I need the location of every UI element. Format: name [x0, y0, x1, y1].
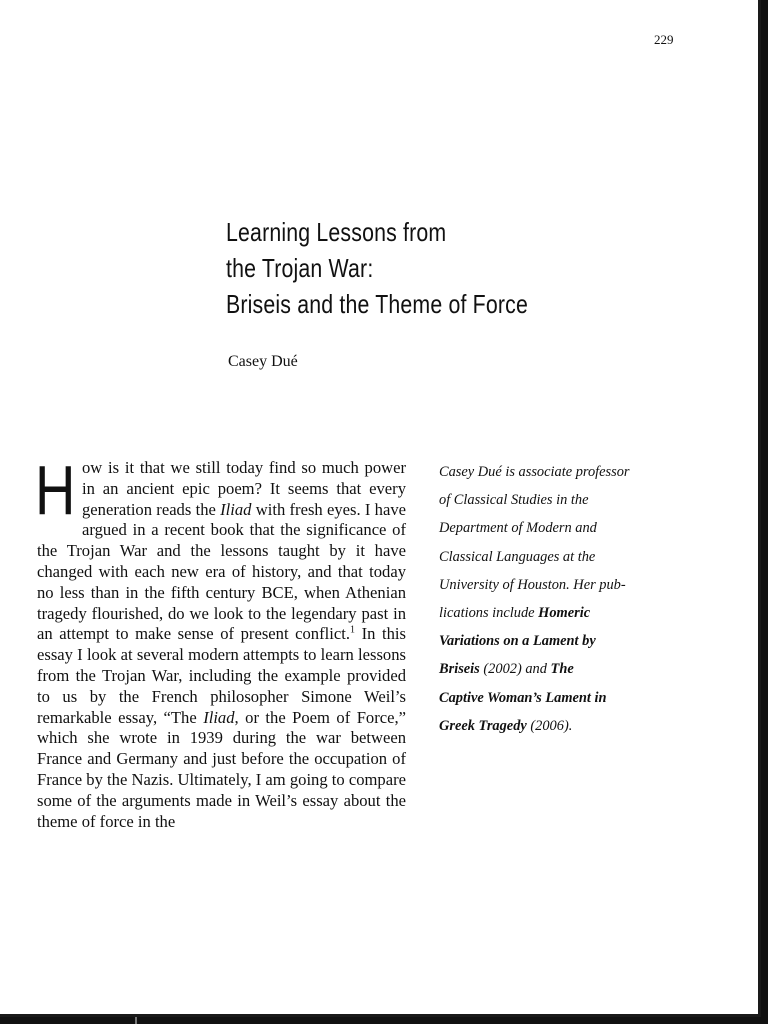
sidebar-text: lications include — [439, 605, 539, 622]
sidebar-line — [439, 599, 709, 627]
italic-title: Iliad — [220, 499, 252, 519]
page-number: 229 — [654, 32, 674, 47]
sidebar-text: of Classical Studies in the — [439, 492, 589, 509]
body-text-segment: , or the Poem of Force,” which she wrote in 1939 during the war between France and Germany and just before the occupation of France by the Nazis. Ultimately, I am going to compare some of the arguments made in Weil’s essay about the theme of force in the — [37, 707, 406, 831]
sidebar-line — [439, 627, 709, 655]
publication-title: Captive Woman’s Lament in — [439, 689, 607, 706]
sidebar-text: (2002) and — [479, 661, 551, 678]
italic-title: Iliad — [203, 707, 235, 727]
body-text-segment: with fresh eyes. I have argued in a recent book that the significance of the Trojan War and the lessons taught by it have changed with each new era of history, and that today no less than in the fifth century BCE, when Athenian tragedy flourished, do we look to the legendary past in an attempt to make sense of present conflict. — [37, 499, 406, 644]
sidebar-line — [439, 712, 709, 740]
article-title — [226, 214, 579, 322]
author-name: Casey Dué — [228, 353, 298, 370]
sidebar-line — [439, 571, 709, 599]
sidebar-line — [439, 486, 709, 514]
sidebar-line — [439, 543, 709, 571]
sidebar-line — [439, 514, 709, 542]
drop-cap: H — [35, 451, 76, 529]
scan-mark — [135, 1017, 137, 1024]
title-line: Learning Lessons from — [226, 217, 447, 247]
title-line: the Trojan War: — [226, 253, 374, 283]
sidebar-text: (2006). — [526, 717, 573, 734]
author-bio-sidebar — [439, 458, 709, 740]
body-text-segment: In this essay I look at several modern attempts to learn lessons from the Trojan War, including the example provided to us by the French philosopher Simone Weil’s remarkable essay, “The — [37, 624, 406, 727]
publication-title: Homeric — [538, 605, 591, 622]
sidebar-line — [439, 684, 709, 712]
sidebar-line — [439, 458, 709, 486]
sidebar-line — [439, 655, 709, 683]
scan-edge — [0, 1017, 768, 1024]
publication-title: Greek Tragedy — [439, 717, 527, 734]
body-text-column — [35, 451, 406, 832]
sidebar-text: University of Houston. Her pub- — [439, 576, 626, 593]
publication-title: Briseis — [439, 661, 480, 678]
sidebar-text: Classical Languages at the — [439, 548, 596, 565]
publication-title: Variations on a Lament by — [439, 633, 596, 650]
body-paragraph — [35, 451, 406, 832]
title-line: Briseis and the Theme of Force — [226, 289, 528, 319]
sidebar-text: Casey Dué is associate professor — [439, 464, 630, 480]
footnote-ref[interactable]: 1 — [349, 624, 355, 636]
publication-title: The — [550, 661, 574, 678]
body-text-segment: ow is it that we still today find so much power in an ancient epic poem? It seems that every generation reads the — [82, 458, 406, 519]
sidebar-text: Department of Modern and — [439, 520, 597, 537]
